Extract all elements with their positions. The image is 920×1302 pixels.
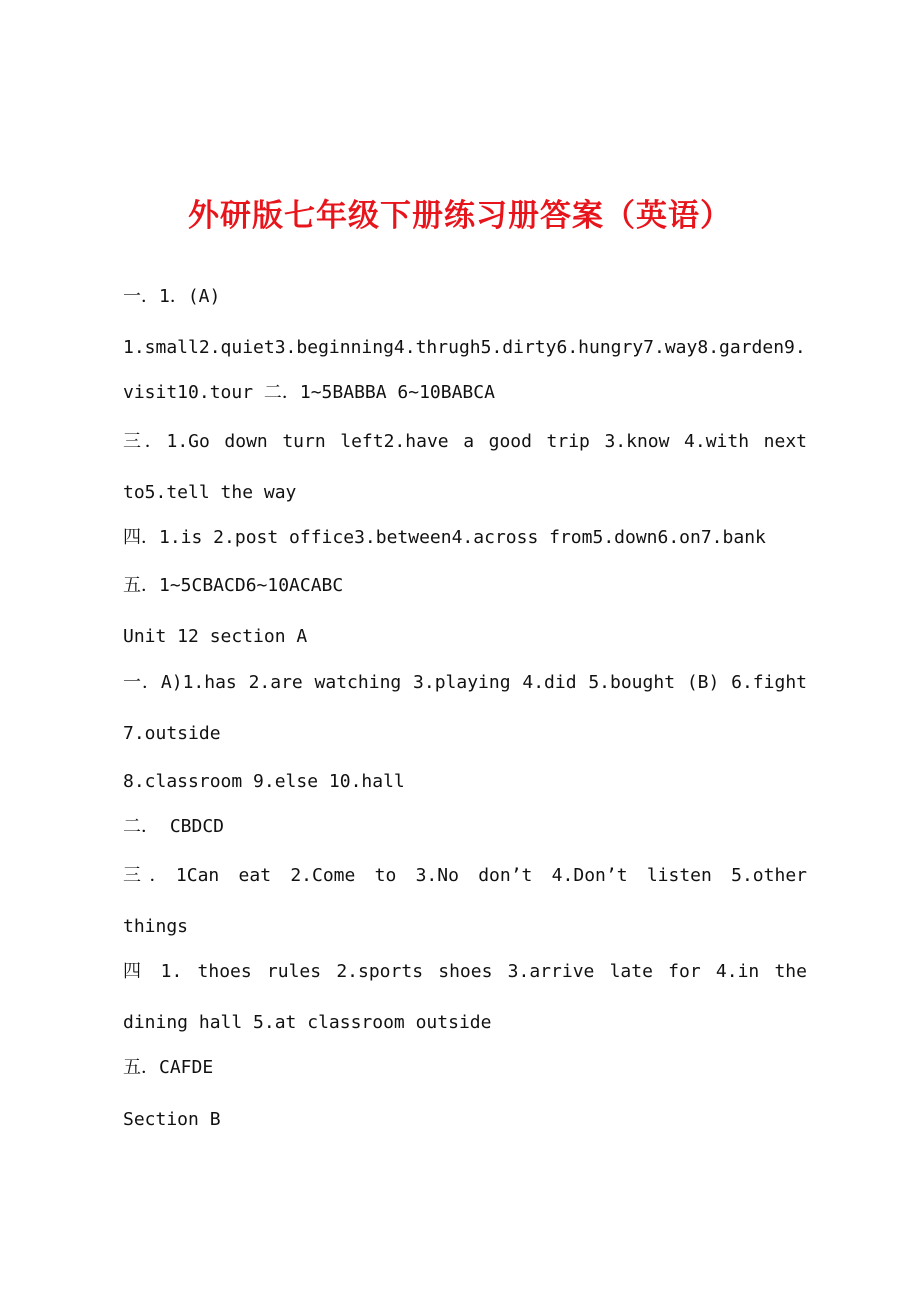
answer-line-14: 四 1. thoes rules 2.sports shoes 3.arrive late for 4.in the [123,961,807,982]
answer-line-4: 三．1.Go down turn left2.have a good trip 3.know 4.with next [123,431,807,452]
answer-line-10: 8.classroom 9.else 10.hall [123,771,405,792]
document-title: 外研版七年级下册练习册答案（英语） [188,198,732,234]
answer-line-13: things [123,916,189,937]
answer-line-8: 一．A)1.has 2.are watching 3.playing 4.did 5.bought (B) 6.fight [123,672,807,693]
answer-line-15: dining hall 5.at classroom outside [123,1012,492,1033]
answer-line-12: 三．1Can eat 2.Come to 3.No don’t 4.Don’t listen 5.other [123,865,807,886]
answer-line-6: 四．1.is 2.post office3.between4.across from5.down6.on7.bank [123,527,766,548]
answer-line-11: 二． CBDCD [123,816,225,837]
answer-line-5: to5.tell the way [123,482,297,503]
answer-line-2: 1.small2.quiet3.beginning4.thrugh5.dirty6.hungry7.way8.garden9. [123,337,806,358]
section-heading-section-b: Section B [123,1109,221,1130]
section-heading-unit12-a: Unit 12 section A [123,626,308,647]
answer-line-9: 7.outside [123,723,221,744]
answer-line-16: 五．CAFDE [123,1057,214,1078]
answer-line-1: 一．1．(A) [123,286,221,307]
answer-line-7: 五．1~5CBACD6~10ACABC [123,575,344,596]
answer-line-3: visit10.tour 二．1~5BABBA 6~10BABCA [123,382,495,403]
